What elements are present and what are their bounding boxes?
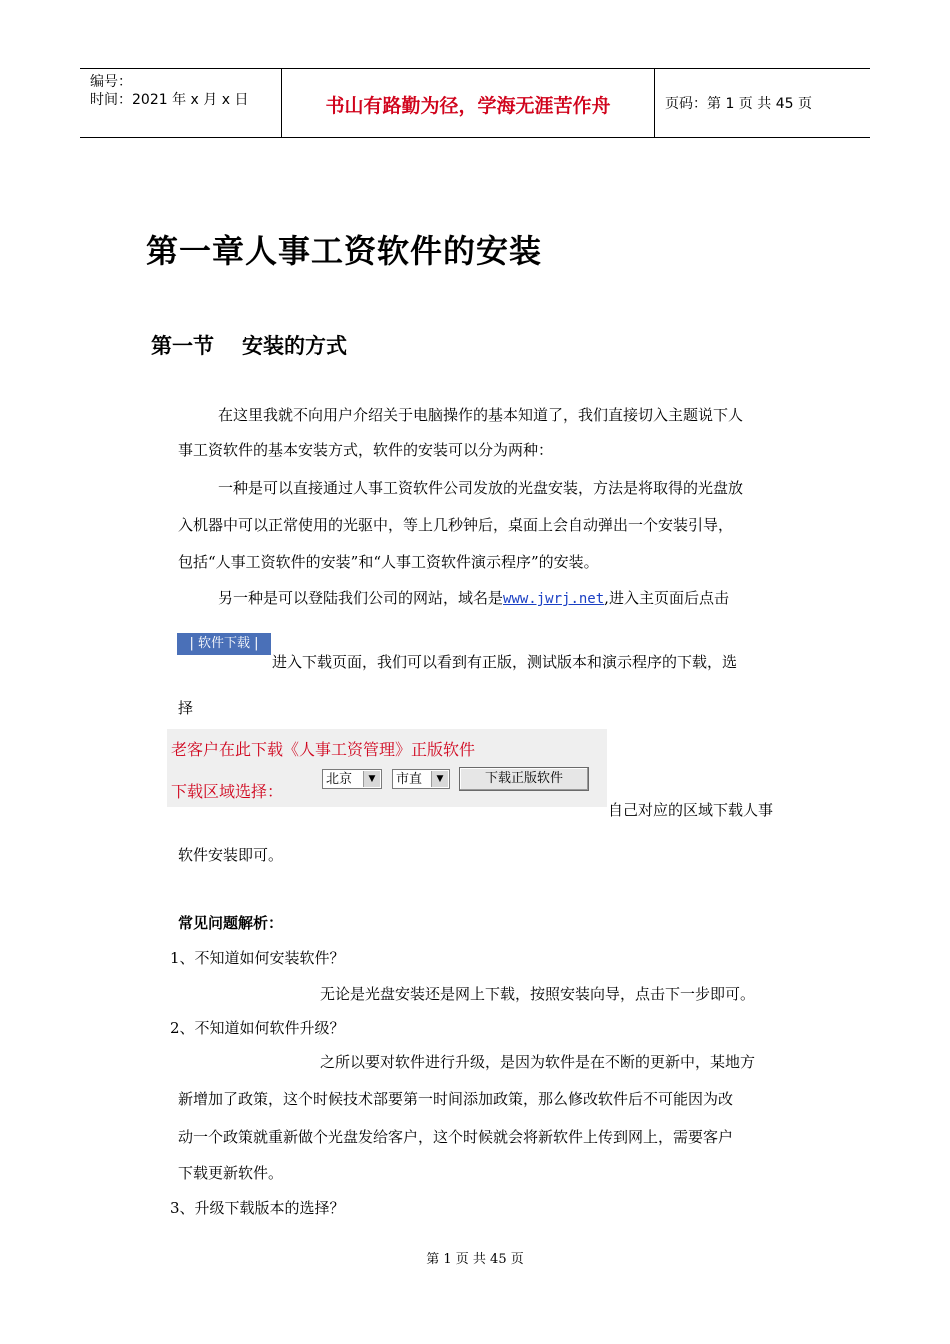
province-value: 北京 bbox=[326, 772, 353, 787]
paragraph-line bbox=[218, 588, 729, 609]
number-label: 编号： bbox=[90, 74, 132, 90]
faq-answer: 下载更新软件。 bbox=[178, 1164, 284, 1182]
paragraph-line: 事工资软件的基本安装方式，软件的安装可以分为两种： bbox=[178, 441, 554, 459]
region-label: 下载区域选择： bbox=[171, 782, 284, 801]
faq-heading: 常见问题解析： bbox=[178, 914, 284, 932]
faq-answer: 动一个政策就重新做个光盘发给客户，这个时候就会将新软件上传到网上，需要客户 bbox=[178, 1128, 734, 1146]
time-label: 时间：2021 年 x 月 x 日 bbox=[90, 92, 249, 108]
software-download-button[interactable]: | 软件下载 | bbox=[177, 633, 271, 655]
panel-title: 老客户在此下载《人事工资管理》正版软件 bbox=[171, 740, 476, 759]
chevron-down-icon: ▼ bbox=[431, 771, 448, 787]
text-run: ,进入主页面后点击 bbox=[604, 589, 729, 607]
faq-question: 3、升级下载版本的选择？ bbox=[170, 1199, 345, 1217]
paragraph-line: 择 bbox=[178, 699, 194, 717]
text-run: 另一种是可以登陆我们公司的网站，域名是 bbox=[218, 589, 504, 607]
faq-question: 2、不知道如何软件升级？ bbox=[170, 1019, 345, 1037]
section-title: 安装的方式 bbox=[242, 334, 347, 358]
faq-answer: 新增加了政策，这个时候技术部要第一时间添加政策，那么修改软件后不可能因为改 bbox=[178, 1090, 734, 1108]
header-page-cell bbox=[655, 69, 870, 137]
city-value: 市直 bbox=[396, 772, 423, 787]
chevron-down-icon: ▼ bbox=[363, 771, 380, 787]
motto: 书山有路勤为径，学海无涯苦作舟 bbox=[325, 95, 611, 117]
website-link[interactable]: www.jwrj.net bbox=[503, 591, 605, 607]
faq-answer: 无论是光盘安装还是网上下载，按照安装向导，点击下一步即可。 bbox=[320, 985, 756, 1003]
download-panel bbox=[167, 729, 607, 807]
header-motto-cell bbox=[281, 69, 655, 137]
province-select[interactable] bbox=[322, 769, 382, 789]
section-heading bbox=[151, 330, 347, 360]
faq-answer: 之所以要对软件进行升级，是因为软件是在不断的更新中，某地方 bbox=[320, 1053, 756, 1071]
page-number-label: 页码：第 1 页 共 45 页 bbox=[665, 96, 812, 112]
paragraph-line: 软件安装即可。 bbox=[178, 846, 284, 864]
section-number: 第一节 bbox=[151, 334, 214, 358]
city-select[interactable] bbox=[392, 769, 450, 789]
paragraph-line: 一种是可以直接通过人事工资软件公司发放的光盘安装，方法是将取得的光盘放 bbox=[218, 479, 744, 497]
page-header-table bbox=[80, 68, 870, 138]
header-info-cell bbox=[80, 69, 280, 137]
paragraph-line: 进入下载页面，我们可以看到有正版，测试版本和演示程序的下载，选 bbox=[272, 653, 738, 671]
paragraph-line: 入机器中可以正常使用的光驱中，等上几秒钟后，桌面上会自动弹出一个安装引导， bbox=[178, 516, 734, 534]
chapter-title: 第一章人事工资软件的安装 bbox=[146, 232, 543, 270]
paragraph-line: 包括“人事工资软件的安装”和“人事工资软件演示程序”的安装。 bbox=[178, 553, 599, 571]
paragraph-line: 在这里我就不向用户介绍关于电脑操作的基本知道了，我们直接切入主题说下人 bbox=[218, 406, 744, 424]
download-licensed-button[interactable]: 下载正版软件 bbox=[459, 767, 589, 791]
paragraph-line: 自己对应的区域下载人事 bbox=[608, 801, 774, 819]
page-footer: 第 1 页 共 45 页 bbox=[426, 1252, 524, 1267]
faq-question: 1、不知道如何安装软件？ bbox=[170, 949, 345, 967]
